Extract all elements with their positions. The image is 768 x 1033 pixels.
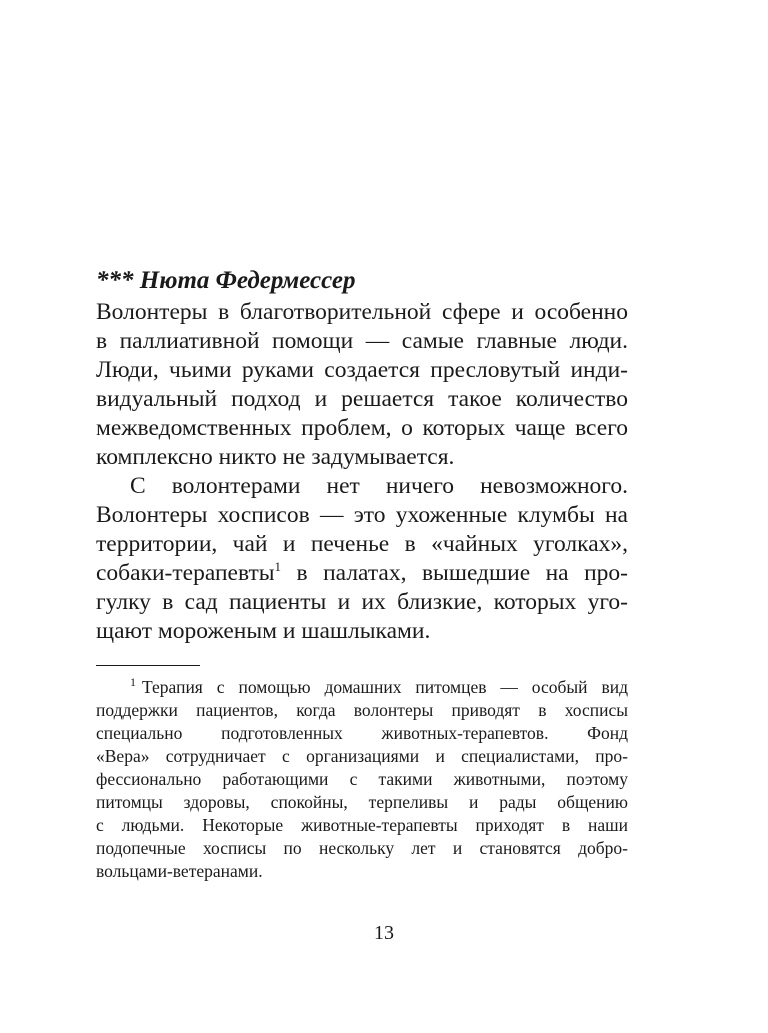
footnote-divider <box>96 665 200 666</box>
footnote-line: «Вера» сотрудничает с организациями и специалистами, про- <box>96 746 628 766</box>
paragraph-1-line: Люди, чьими руками создается пресловутый инди- <box>96 357 628 383</box>
paragraph-1 <box>96 298 628 472</box>
line-text-before-ref: собаки-терапевты <box>96 560 275 586</box>
footnote-line <box>96 676 628 699</box>
page-number: 13 <box>374 922 394 944</box>
section-heading: *** Нюта Федермессер <box>96 267 356 294</box>
paragraph-2-line: С волонтерами нет ничего невозможного. <box>130 473 628 499</box>
main-text-block <box>96 264 628 646</box>
footnote-reference[interactable]: 1 <box>274 559 282 575</box>
footnote-marker: 1 <box>130 675 136 690</box>
paragraph-2-line: щают мороженым и шашлыками. <box>96 618 431 644</box>
line-text-after-ref: в палатах, вышедшие на про- <box>281 560 628 586</box>
footnote-line: подопечные хосписы по нескольку лет и становятся добро- <box>96 838 628 858</box>
footnote-line-text: Терапия с помощью домашних питомцев — особый вид <box>142 677 628 697</box>
paragraph-2-line: Волонтеры хосписов — это ухоженные клумбы на <box>96 502 628 528</box>
paragraph-1-line: видуальный подход и решается такое количество <box>96 386 628 412</box>
footnote-line: поддержки пациентов, когда волонтеры приводят в хосписы <box>96 700 628 720</box>
footnote-line: питомцы здоровы, спокойны, терпеливы и рады общению <box>96 792 628 812</box>
footnote <box>96 676 628 883</box>
paragraph-2-line: гулку в сад пациенты и их близкие, которых уго- <box>96 589 628 615</box>
paragraph-1-line: межведомственных проблем, о которых чаще всего <box>96 415 628 441</box>
paragraph-1-line: комплексно никто не задумывается. <box>96 444 455 470</box>
footnote-line: вольцами-ветеранами. <box>96 861 263 881</box>
paragraph-1-line: Волонтеры в благотворительной сфере и особенно <box>96 299 628 325</box>
paragraph-2-line: территории, чай и печенье в «чайных уголках», <box>96 531 628 557</box>
footnote-line: фессионально работающими с такими животными, поэтому <box>96 769 628 789</box>
paragraph-2 <box>96 472 628 646</box>
paragraph-1-line: в паллиативной помощи — самые главные люди. <box>96 328 628 354</box>
paragraph-2-line-with-footnote-ref <box>96 559 628 588</box>
footnote-line: с людьми. Некоторые животные-терапевты приходят в наши <box>96 815 628 835</box>
footnote-line: специально подготовленных животных-терапевтов. Фонд <box>96 723 628 743</box>
